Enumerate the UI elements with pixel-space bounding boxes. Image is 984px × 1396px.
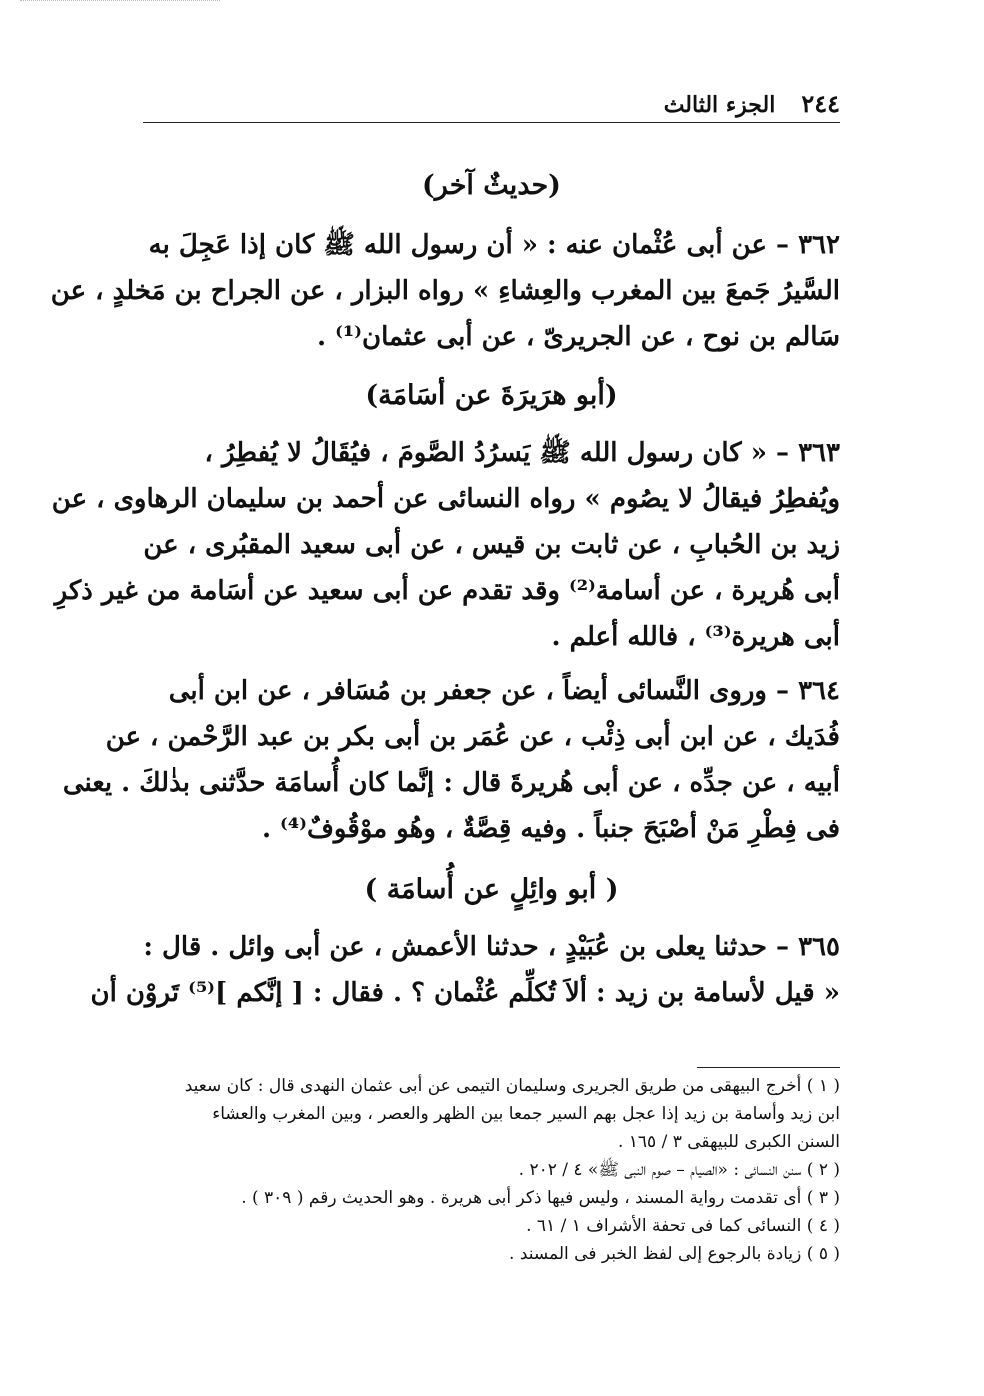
footnote-3: ( ٣ ) أى تقدمت رواية المسند ، وليس فيها ذكر أبى هريرة . وهو الحديث رقم ( ٣٠٩ ) .	[241, 1188, 840, 1208]
text-line: ٣٦٥ – حدثنا يعلى بن عُبَيْدٍ ، حدثنا الأعمش ، عن أبى وائل . قال :	[143, 932, 840, 962]
page-number: ٢٤٤	[801, 89, 840, 118]
hadith-364	[62, 668, 840, 852]
text-line: ٣٦٤ – وروى النَّسائى أيضاً ، عن جعفر بن مُسَافر ، عن ابن أبى	[168, 676, 840, 706]
section-heading-2: (أبو هرَيرَةَ عن أسَامَة)	[365, 380, 618, 411]
header-rule	[143, 122, 840, 123]
text-line: « قيل لأسامة بن زيد : ألاَ تُكلِّم عُثْمان ؟ . فقال : [ إنَّكم ]⁽⁵⁾ تَروْن أن	[90, 978, 840, 1008]
text-line: أبى هريرة⁽³⁾ ، فالله أعلم .	[551, 622, 840, 652]
hadith-362	[50, 222, 840, 360]
text-line: ٣٦٢ – عن أبى عُثْمان عنه : « أن رسول الله ﷺ كان إذا عَجِلَ به	[148, 230, 840, 260]
hadith-365	[90, 924, 840, 1016]
section-heading-1: (حديثٌ آخر)	[422, 170, 561, 201]
footnote-1: ( ١ ) أخرج البيهقى من طريق الجريرى وسليمان التيمى عن أبى عثمان النهدى قال : كان سعيد	[184, 1076, 840, 1096]
footnote-1-cont: ابن زيد وأسامة بن زيد إذا عجل بهم السير جمعا بين الظهر والعصر ، وبين المغرب والعشاء	[212, 1104, 840, 1124]
text-line: السَّيرُ جَمعَ بين المغرب والعِشاءِ » رواه البزار ، عن الجراح بن مَخلدٍ ، عن	[50, 276, 840, 306]
text-line: ٣٦٣ – « كان رسول الله ﷺ يَسرُدُ الصَّومَ ، فيُقَالُ لا يُفطِرُ ،	[204, 438, 840, 468]
footnote-1-cont: السنن الكبرى للبيهقى ٣ / ١٦٥ .	[617, 1132, 840, 1152]
text-line: فُدَيك ، عن ابن أبى ذِئْب ، عن عُمَر بن أبى بكر بن عبد الرَّحْمن ، عن	[105, 722, 840, 752]
text-line: زيد بن الحُبابِ ، عن ثابت بن قيس ، عن أبى سعيد المقبُرى ، عن	[143, 530, 840, 560]
text-line: ويُفطِرُ فيقالُ لا يصُوم » رواه النسائى عن أحمد بن سليمان الرهاوى ، عن	[51, 484, 840, 514]
text-line: سَالم بن نوح ، عن الجريرىّ ، عن أبى عثمان⁽¹⁾ .	[316, 322, 840, 352]
text-line: فى فِطْرِ مَنْ أصْبَحَ جنباً . وفيه قِصَّةٌ ، وهُو موْقُوفٌ⁽⁴⁾ .	[261, 814, 840, 844]
footnote-2: ( ٢ ) سنن النسائى : «الصيام – صوم النبى ﷺ» ٤ / ٢٠٢ .	[518, 1160, 840, 1180]
page-header	[143, 84, 840, 118]
scan-mark	[20, 0, 220, 9]
section-heading-3: ( أبو وائِلٍ عن أُسامَة )	[364, 874, 619, 905]
hadith-363	[51, 430, 840, 660]
text-line: أبيه ، عن جدِّه ، عن أبى هُريرةَ قال : إنَّما كان أُسامَة حدَّثنى بذٰلكَ . يعنى	[62, 768, 840, 798]
footnote-5: ( ٥ ) زيادة بالرجوع إلى لفظ الخبر فى المسند .	[509, 1244, 840, 1264]
footnote-4: ( ٤ ) النسائى كما فى تحفة الأشراف ١ / ٦١ .	[526, 1216, 840, 1236]
text-line: أبى هُريرة ، عن أسامة⁽²⁾ وقد تقدم عن أبى سعيد عن أسَامة من غير ذكرِ	[54, 576, 840, 606]
footnote-rule	[697, 1067, 840, 1068]
volume-title: الجزء الثالث	[663, 92, 776, 118]
footnotes	[143, 1072, 840, 1268]
